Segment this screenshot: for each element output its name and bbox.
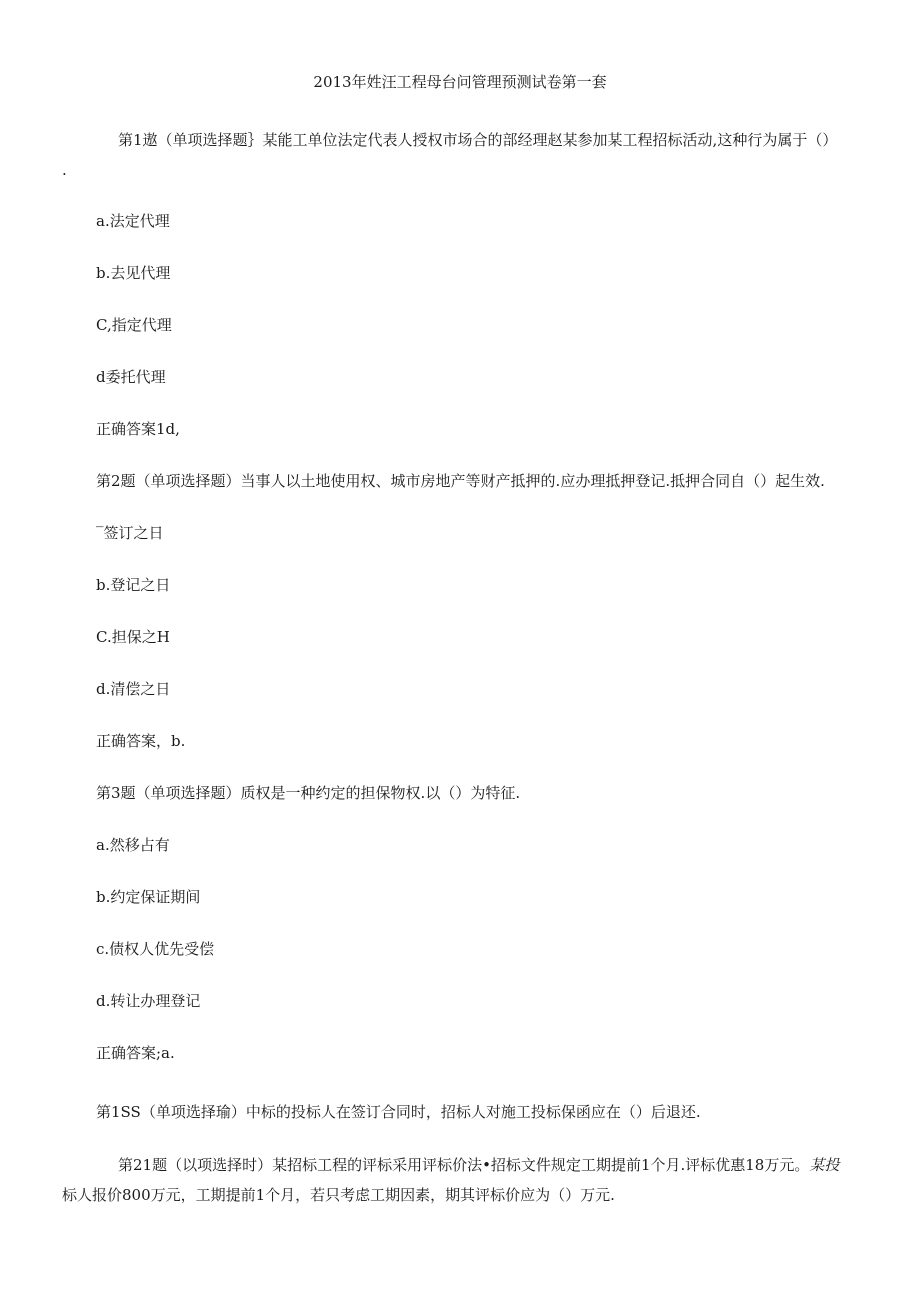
question-1-option-a: a.法定代理 — [96, 212, 170, 230]
question-2-option-c: C.担保之H — [96, 628, 170, 646]
question-21-stem-continuation: 标人报价800万元，工期提前1个月，若只考虑工期因素，期其评标价应为（）万元. — [62, 1186, 615, 1204]
question-3-option-c: c.债权人优先受偿 — [96, 940, 215, 958]
question-2-stem: 第2题（单项选择题）当事人以土地使用权、城市房地产等财产抵押的.应办理抵押登记.抵押合同自（）起生效. — [96, 472, 825, 490]
page-title: 2013年姓汪工程母台问管理预测试卷第一套 — [313, 73, 607, 91]
question-3-option-a: a.然移占有 — [96, 836, 170, 854]
question-2-answer: 正确答案，b. — [96, 732, 186, 750]
question-1-stem-continuation: . — [62, 161, 67, 179]
question-2-option-d: d.清偿之日 — [96, 680, 171, 698]
question-1-option-d: d委托代理 — [96, 368, 166, 386]
question-3-answer: 正确答案;a. — [96, 1044, 175, 1062]
question-1-answer: 正确答案1d, — [96, 420, 180, 438]
question-3-option-b: b.约定保证期间 — [96, 888, 201, 906]
question-4-stem: 第1SS（单项选择瑜）中标的投标人在签订合同时，招标人对施工投标保函应在（）后退还. — [96, 1103, 701, 1121]
question-2-option-a: ‾签订之日 — [96, 524, 164, 542]
question-21-stem-italic: 某投 — [809, 1156, 840, 1174]
question-3-option-d: d.转让办理登记 — [96, 992, 201, 1010]
question-3-stem: 第3题（单项选择题）质权是一种约定的担保物权.以（）为特征. — [96, 784, 521, 802]
question-1-option-b: b.去见代理 — [96, 264, 171, 282]
question-2-option-b: b.登记之日 — [96, 576, 171, 594]
question-1-option-c: C,指定代理 — [96, 316, 172, 334]
question-21-stem-main: 第21题（以项选择时）某招标工程的评标采用评标价法•招标文件规定工期提前1个月.评标优惠18万元。 — [118, 1156, 810, 1174]
question-21-stem — [118, 1155, 839, 1175]
question-1-stem: 第1遨（单项选择题｝某能工单位法定代表人授权市场合的部经理赵某参加某工程招标活动,这种行为属于（） — [118, 131, 838, 149]
